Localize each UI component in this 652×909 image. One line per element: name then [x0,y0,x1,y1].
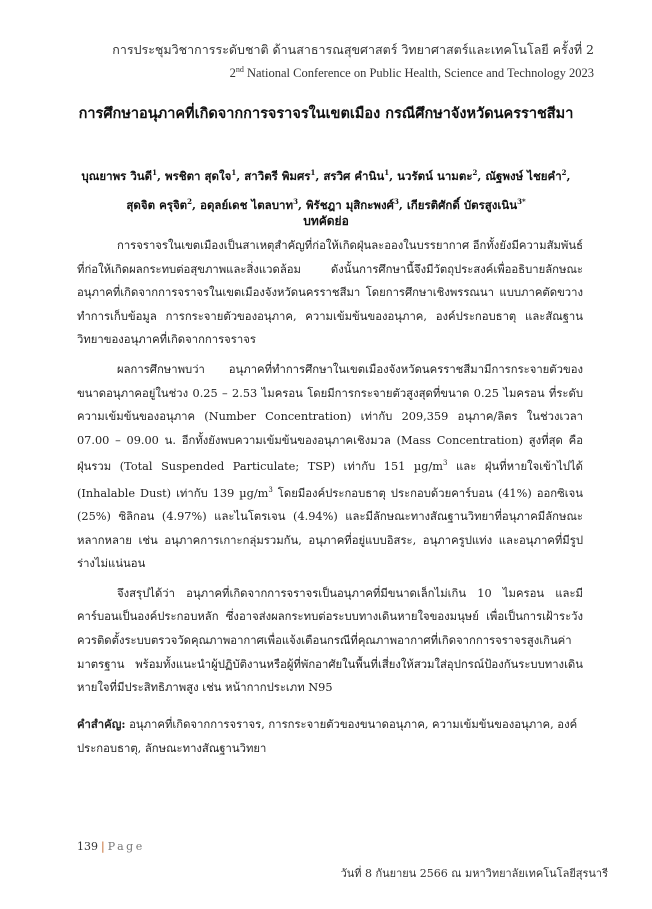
author: สุดจิต ครุจิต$^2$ [126,196,193,212]
author: พรชิตา สุดใจ$^1$ [165,168,237,183]
keywords-list: อนุภาคที่เกิดจากการจราจร, การกระจายตัวของขนาดอนุภาค, ความเข้มข้นของอนุภาค, องค์ประกอบธาตุ, ลักษณะทางสัณฐานวิทยา [77,718,578,755]
author: อดุลย์เดช ไตลบาท$^3$ [200,196,298,212]
footer-date-venue: วันที่ 8 กันยายน 2566 ณ มหาวิทยาลัยเทคโนโลยีสุรนารี [340,867,608,880]
conference-name-english: National Conference on Public Health, Science and Technology 2023 [243,66,594,81]
page-label: Page [107,840,145,853]
conference-header-english [230,65,594,81]
keywords-label: คำสำคัญ: [77,717,126,731]
author: บุณยาพร วินดี$^1$ [81,168,158,183]
paper-title: การศึกษาอนุภาคที่เกิดจากการจราจรในเขตเมือง กรณีศึกษาจังหวัดนครราชสีมา [78,105,574,122]
author-list: บุณยาพร วินดี$^1$, พรชิตา สุดใจ$^1$, สาวิตรี พิมศร$^1$, สรวิศ คำนิน$^1$, นวรัตน์ นามตะ$^2$, ณัฐพงษ์ ไชยคำ$^2$, สุดจิต ครุจิต$^2$, อดุลย์เดช ไตลบาท$^3$, พิรัชฎา มุสิกะพงศ์$^3$, เกียรติศักดิ์ บัตรสูงเนิน$^{3*}$ [81,168,571,212]
keywords [77,712,587,761]
conference-ordinal: 2 [229,66,236,81]
author: นวรัตน์ นามตะ$^2$ [397,168,478,183]
author: สาวิตรี พิมศร$^1$ [244,168,316,183]
abstract-body [77,234,583,706]
abstract-paragraph-3: จึงสรุปได้ว่า อนุภาคที่เกิดจากการจราจรเป็นอนุภาคที่มีขนาดเล็กไม่เกิน 10 ไมครอน และมีคาร์บอนเป็นองค์ประกอบหลัก ซึ่งอาจส่งผลกระทบต่อระบบทางเดินหายใจของมนุษย์ เพื่อเป็นการเฝ้าระวังควรติดตั้งระบบตรวจวัดคุณภาพอากาศเพื่อแจ้งเตือนกรณีที่คุณภาพอากาศที่เกิดจากการจราจรสูงเกินค่ามาตรฐาน พร้อมทั้งแนะนำผู้ปฏิบัติงานหรือผู้ที่พักอาศัยในพื้นที่เสี่ยงให้สวมใส่อุปกรณ์ป้องกันระบบทางเดินหายใจที่มีประสิทธิภาพสูง เช่น หน้ากากประเภท N95 [77,586,583,695]
conference-header-thai: การประชุมวิชาการระดับชาติ ด้านสาธารณสุขศาสตร์ วิทยาศาสตร์และเทคโนโลยี ครั้งที่ 2 [112,42,594,57]
author: ณัฐพงษ์ ไชยคำ$^2$ [485,168,567,183]
author: สรวิศ คำนิน$^1$ [323,168,390,183]
conference-ordinal-suffix: nd [235,65,244,74]
page-separator: | [101,840,105,853]
abstract-paragraph-2: ผลการศึกษาพบว่า อนุภาคที่ทำการศึกษาในเขตเมืองจังหวัดนครราชสีมามีการกระจายตัวของขนาดอนุภาคอยู่ในช่วง 0.25 – 2.53 ไมครอน โดยมีการกระจายตัวสูงสุดที่ขนาด 0.25 ไมครอน ที่ระดับความเข้มข้นของอนุภาค (Number Concentration) เท่ากับ 209,359 อนุภาค/ลิตร ในช่วงเวลา 07.00 – 09.00 น. อีกทั้งยังพบความเข้มข้นของอนุภาคเชิงมวล (Mass Concentration) สูงที่สุด คือ ฝุ่นรวม (Total Suspended Particulate; TSP) เท่ากับ 151 $\mu g/m^3$ และ ฝุ่นที่หายใจเข้าไปได้ (Inhalable Dust) เท่ากับ 139 $\mu g/m^3$ โดยมีองค์ประกอบธาตุ ประกอบด้วยคาร์บอน (41%) ออกซิเจน (25%) ซิลิกอน (4.97%) และไนโตรเจน (4.94%) และมีลักษณะทางสัณฐานวิทยาที่อนุภาคมีลักษณะหลากหลาย เช่น อนุภาคการเกาะกลุ่มรวมกัน, อนุภาคที่อยู่แบบอิสระ, อนุภาครูปแท่ง และอนุภาคที่มีรูปร่างไม่แน่นอน [77,362,584,571]
author: เกียรติศักดิ์ บัตรสูงเนิน$^{3*}$ [406,196,526,212]
page-number: 139 | Page [77,840,145,853]
abstract-heading: บทคัดย่อ [303,214,349,228]
abstract-paragraph-1: การจราจรในเขตเมืองเป็นสาเหตุสำคัญที่ก่อให้เกิดฝุ่นละอองในบรรยากาศ อีกทั้งยังมีความสัมพันธ์ที่ก่อให้เกิดผลกระทบต่อสุขภาพและสิ่งแวดล้อม ดังนั้นการศึกษานี้จึงมีวัตถุประสงค์เพื่ออธิบายลักษณะอนุภาคที่เกิดจากการจราจรในเขตเมืองจังหวัดนครราชสีมา โดยการศึกษาเชิงพรรณนา แบบภาคตัดขวาง ทำการเก็บข้อมูล การกระจายตัวของอนุภาค, ความเข้มข้นของอนุภาค, องค์ประกอบธาตุ และสัณฐานวิทยาของอนุภาคที่เกิดจากการจราจร [77,239,584,347]
author: พิรัชฎา มุสิกะพงศ์$^3$ [305,196,399,212]
